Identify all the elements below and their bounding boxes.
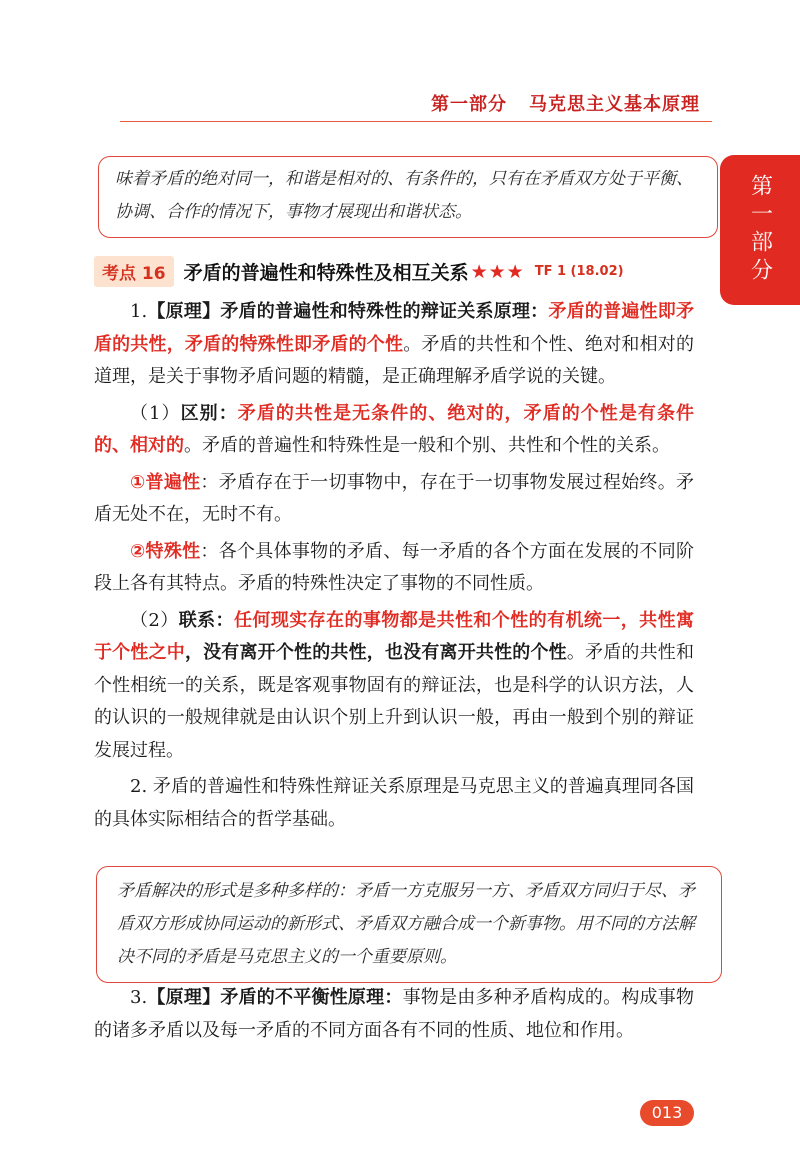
body-text: 。矛盾的共性和个性相统一的关系，既是客观事物固有的辩证法，也是科学的认识方法，人的认识的一般规律就是由认识个别上升到认识一般，再由一般到个别的辩证发展过程。 xyxy=(94,642,694,761)
item-number: 3. xyxy=(130,987,148,1008)
paragraph-particularity xyxy=(94,536,694,601)
highlight-text: 任何现实存在的事物都是共性和个性的有机统一，共性寓于个性之中 xyxy=(94,609,695,663)
principle-lead: 矛盾的不平衡性原理： xyxy=(220,987,403,1008)
main-content xyxy=(94,296,694,840)
kaodian-tf-tag: TF 1 (18.02) xyxy=(534,264,624,279)
paragraph-difference xyxy=(94,398,694,463)
body-text: 。矛盾的普遍性和特殊性是一般和个别、共性和个性的关系。 xyxy=(184,435,670,456)
note-box-resolution: 矛盾解决的形式是多种多样的：矛盾一方克服另一方、矛盾双方同归于尽、矛盾双方形成协同运动的新形式、矛盾双方融合成一个新事物。用不同的方法解决不同的矛盾是马克思主义的一个重要原则。 xyxy=(96,866,722,983)
body-text: ：矛盾存在于一切事物中，存在于一切事物发展过程始终。矛盾无处不在，无时不有。 xyxy=(94,471,695,525)
principle-tag: 【原理】 xyxy=(147,987,221,1008)
paragraph-principle-1 xyxy=(94,296,694,394)
paragraph-universality xyxy=(94,467,694,532)
kaodian-badge: 考点 16 xyxy=(94,256,174,287)
part-title: 马克思主义基本原理 xyxy=(529,94,700,115)
body-text: 。矛盾的共性和个性、绝对和相对的道理，是关于事物矛盾问题的精髓，是正确理解矛盾学说的关键。 xyxy=(94,333,694,387)
note-box-harmony: 味着矛盾的绝对同一，和谐是相对的、有条件的，只有在矛盾双方处于平衡、协调、合作的情况下，事物才展现出和谐状态。 xyxy=(98,156,718,238)
kaodian-heading xyxy=(94,256,624,287)
running-header xyxy=(409,90,700,116)
body-text: 事物是由多种矛盾构成的。构成事物的诸多矛盾以及每一矛盾的不同方面各有不同的性质、地位和作用。 xyxy=(94,987,695,1041)
item-number: （2） xyxy=(130,609,179,631)
item-number: （1） xyxy=(130,402,181,424)
sub-label: ②特殊性 xyxy=(130,540,201,562)
page-number-badge: 013 xyxy=(640,1100,694,1126)
highlight-text: 矛盾的共性是无条件的、绝对的，矛盾的个性是有条件的、相对的 xyxy=(94,402,695,456)
sub-label: ①普遍性 xyxy=(130,471,201,493)
paragraph-principle-3 xyxy=(94,982,694,1047)
part-label: 第一部分 xyxy=(431,94,507,115)
star-rating-icon: ★★★ xyxy=(470,260,525,283)
item-number: 1. xyxy=(130,301,148,322)
highlight-text: 矛盾的普遍性即矛盾的共性，矛盾的特殊性即矛盾的个性 xyxy=(94,301,695,355)
header-rule xyxy=(120,121,712,122)
bold-text: ，没有离开个性的共性，也没有离开共性的个性 xyxy=(184,642,567,663)
kaodian-title: 矛盾的普遍性和特殊性及相互关系 xyxy=(183,262,469,284)
side-tab-part-one[interactable]: 第一部分 xyxy=(720,155,800,305)
paragraph-principle-2: 2. 矛盾的普遍性和特殊性辩证关系原理是马克思主义的普遍真理同各国的具体实际相结合的哲学基础。 xyxy=(94,776,694,830)
principle-lead: 矛盾的普遍性和特殊性的辩证关系原理： xyxy=(220,301,549,322)
principle-tag: 【原理】 xyxy=(147,301,221,322)
sub-label: 区别： xyxy=(180,402,238,424)
body-text: ：各个具体事物的矛盾、每一矛盾的各个方面在发展的不同阶段上各有其特点。矛盾的特殊性决定了事物的不同性质。 xyxy=(94,540,695,594)
paragraph-connection xyxy=(94,605,694,768)
content-continued xyxy=(94,982,694,1047)
sub-label: 联系： xyxy=(178,609,234,631)
